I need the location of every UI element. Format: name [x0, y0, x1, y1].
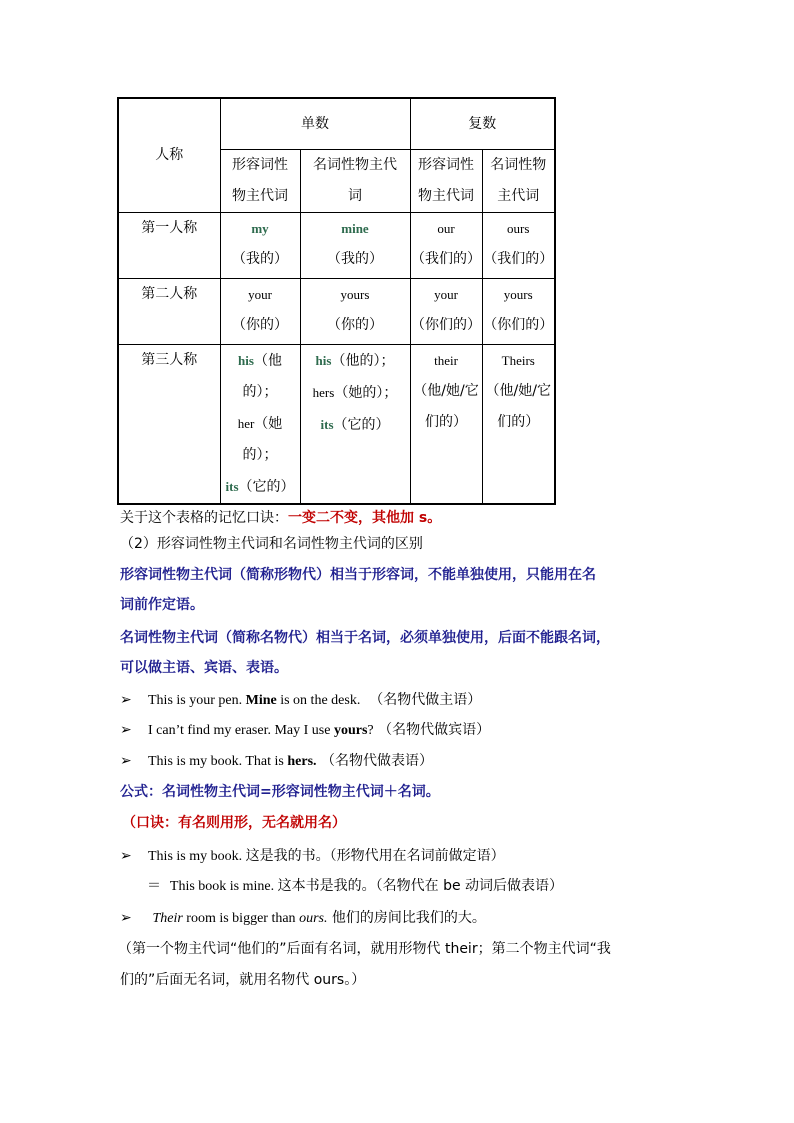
table-cell	[220, 345, 300, 505]
person-third: 第三人称	[118, 345, 220, 505]
example-item	[120, 845, 505, 865]
example-text: room is bigger than	[182, 911, 300, 926]
pronoun-cn: 们的）	[425, 414, 467, 430]
pronoun-cn: （我们的）	[411, 251, 481, 267]
pronoun-cn: （她	[254, 416, 283, 432]
bullet-arrow-icon: ➢	[120, 848, 132, 864]
subheader-line: 物主代词	[232, 188, 288, 204]
table-cell	[410, 345, 482, 505]
pronoun-en: its	[225, 479, 239, 494]
subheader-line: 名词性物	[490, 157, 547, 173]
example-text: This book is mine.	[169, 879, 278, 894]
explanation: 们的”后面无名词，就用名物代 ours。）	[120, 972, 366, 988]
header-plural: 复数	[410, 98, 555, 150]
pronoun-cn: （我的）	[327, 251, 383, 267]
pronoun-en: your	[248, 287, 272, 302]
table-cell	[410, 279, 482, 345]
example-note: 这是我的书。（形物代用在名词前做定语）	[245, 848, 505, 864]
table-cell	[300, 213, 410, 279]
example-text: This is my book.	[148, 849, 246, 864]
table-cell	[410, 213, 482, 279]
bullet-arrow-icon: ➢	[120, 692, 132, 708]
table-cell	[482, 279, 555, 345]
pronoun-en: yours	[503, 287, 533, 302]
example-text: is on the desk.	[276, 693, 361, 708]
mnemonic-line	[120, 507, 441, 527]
adj-description: 形容词性物主代词（简称形物代）相当于形容词，不能单独使用，只能用在名	[120, 567, 596, 583]
table-cell	[300, 345, 410, 505]
pronoun-en: my	[251, 221, 269, 236]
subheader-line: 名词性物主代	[313, 157, 397, 173]
person-first: 第一人称	[118, 213, 220, 279]
example-keyword: Mine	[245, 693, 277, 708]
table-cell	[482, 213, 555, 279]
pronoun-en: Theirs	[501, 353, 535, 368]
mnemonic-rule: 一变二不变，其他加 s。	[288, 510, 442, 526]
pronoun-en: its	[320, 417, 334, 432]
example-item	[120, 689, 481, 709]
pronoun-cn: 们的）	[497, 414, 540, 430]
pronoun-cn: （他	[253, 353, 282, 369]
pronoun-cn: （你们的）	[411, 317, 481, 333]
adj-description: 词前作定语。	[120, 597, 204, 613]
formula: 公式：名词性物主代词=形容词性物主代词＋名词。	[120, 784, 440, 800]
subheader-line: 主代词	[497, 188, 540, 204]
subheader-noun-plural	[482, 150, 555, 213]
bullet-arrow-icon: ➢	[120, 910, 132, 926]
explanation: （第一个物主代词“他们的”后面有名词，就用形物代 their；第二个物主代词“我	[118, 941, 611, 957]
example-text: This is my book. That is	[148, 754, 288, 769]
pronoun-en: his	[238, 353, 254, 368]
example-text: I can’t find my eraser. May I use	[148, 723, 334, 738]
example-note: 这本书是我的。（名物代在 be 动词后做表语）	[277, 878, 564, 894]
pronoun-cn: （它的）	[238, 479, 295, 495]
subheader-line: 物主代词	[418, 188, 474, 204]
noun-description: 可以做主语、宾语、表语。	[120, 660, 288, 676]
bullet-arrow-icon: ➢	[120, 722, 132, 738]
bullet-arrow-icon: ➢	[120, 753, 132, 769]
example-item	[120, 719, 490, 739]
example-item	[120, 750, 433, 770]
pronoun-cn: （它的）	[333, 417, 390, 433]
pronoun-cn: （我们的）	[483, 251, 554, 267]
pronoun-en: his	[315, 353, 332, 368]
rhyme: （口诀：有名则用形，无名就用名）	[122, 815, 346, 831]
pronoun-en: our	[437, 221, 455, 236]
example-italic: ours.	[299, 911, 328, 926]
pronoun-en: yours	[340, 287, 370, 302]
subheader-noun-singular	[300, 150, 410, 213]
header-singular: 单数	[220, 98, 410, 150]
example-keyword: hers.	[287, 754, 317, 769]
person-second: 第二人称	[118, 279, 220, 345]
mnemonic-prefix: 关于这个表格的记忆口诀：	[120, 510, 288, 526]
equals-sign: ＝	[147, 878, 161, 894]
pronoun-cn: （他/她/它	[485, 383, 551, 399]
pronoun-cn: （她的）；	[334, 385, 398, 401]
noun-description: 名词性物主代词（简称名物代）相当于名词，必须单独使用，后面不能跟名词，	[120, 630, 610, 646]
pronoun-cn: （他/她/它	[413, 383, 479, 399]
subheader-line: 词	[348, 188, 362, 204]
table-cell	[220, 279, 300, 345]
pronoun-en: mine	[341, 221, 369, 236]
example-keyword: yours	[333, 723, 368, 738]
subheader-line: 形容词性	[418, 157, 474, 173]
table-cell	[220, 213, 300, 279]
pronoun-cn: （你们的）	[483, 317, 554, 333]
example-item	[147, 875, 563, 895]
table-cell	[482, 345, 555, 505]
example-note: （名物代做表语）	[320, 753, 433, 769]
table-cell	[300, 279, 410, 345]
example-text: ?	[367, 723, 374, 738]
pronoun-cn: （你的）	[232, 317, 288, 333]
pronoun-en: her	[237, 416, 255, 431]
subheader-line: 形容词性	[232, 157, 288, 173]
example-note: （名物代做主语）	[369, 692, 482, 708]
example-item	[120, 907, 486, 927]
subheader-adj-singular	[220, 150, 300, 213]
example-italic: Their	[152, 911, 183, 926]
pronoun-cn: （他的）；	[331, 353, 395, 369]
pronoun-cn: （我的）	[232, 251, 288, 267]
pronoun-en: hers	[312, 385, 335, 400]
pronoun-en: your	[434, 287, 458, 302]
section-heading: （2）形容词性物主代词和名词性物主代词的区别	[120, 536, 423, 552]
example-text: This is your pen.	[148, 693, 246, 708]
pronoun-cn: 的）；	[242, 447, 278, 463]
example-note: 他们的房间比我们的大。	[327, 910, 486, 926]
pronoun-cn: 的）；	[242, 384, 278, 400]
possessive-pronoun-table	[117, 97, 556, 505]
subheader-adj-plural	[410, 150, 482, 213]
example-note: （名物代做宾语）	[378, 722, 491, 738]
pronoun-cn: （你的）	[327, 317, 383, 333]
pronoun-en: their	[434, 353, 458, 368]
header-person: 人称	[118, 98, 220, 213]
pronoun-en: ours	[507, 221, 530, 236]
